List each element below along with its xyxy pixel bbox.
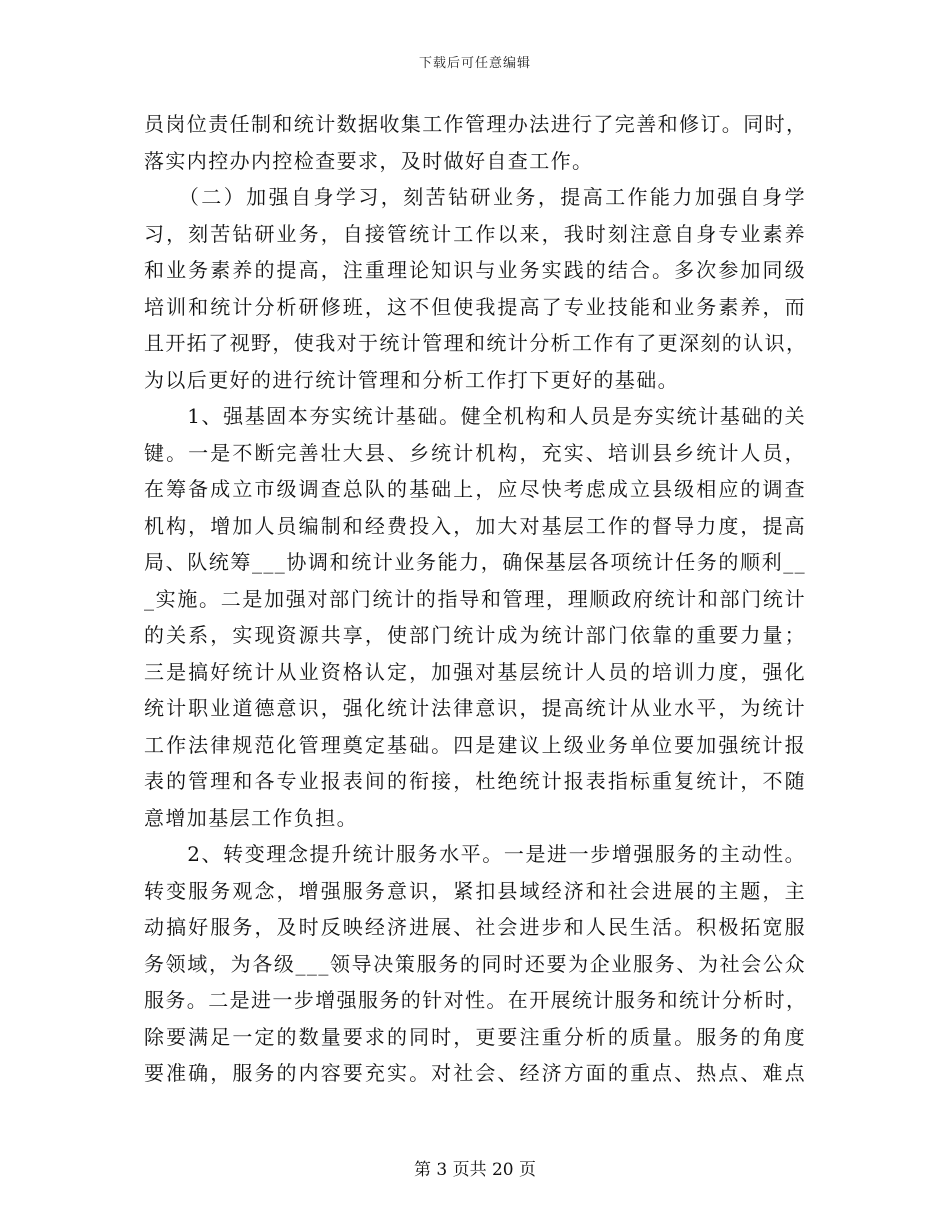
text-line: 和业务素养的提高，注重理论知识与业务实践的结合。多次参加同级 xyxy=(144,258,806,282)
text-line: （二）加强自身学习，刻苦钻研业务，提高工作能力加强自身学 xyxy=(144,185,806,209)
text-line: 在筹备成立市级调查总队的基础上，应尽快考虑成立县级相应的调查 xyxy=(144,477,806,501)
text-line: 员岗位责任制和统计数据收集工作管理办法进行了完善和修订。同时， xyxy=(144,112,808,136)
text-line: _实施。二是加强对部门统计的指导和管理，理顺政府统计和部门统计 xyxy=(144,586,806,611)
document-body xyxy=(144,106,806,1092)
text-line: 的关系，实现资源共享，使部门统计成为统计部门依靠的重要力量； xyxy=(144,623,806,647)
text-line: 为以后更好的进行统计管理和分析工作打下更好的基础。 xyxy=(144,367,679,392)
text-line: 工作法律规范化管理奠定基础。四是建议上级业务单位要加强统计报 xyxy=(144,732,806,757)
text-line: 统计职业道德意识，强化统计法律意识，提高统计从业水平，为统计 xyxy=(144,696,806,720)
page-number-footer: 第 3 页共 20 页 xyxy=(413,1160,537,1180)
text-line: 表的管理和各专业报表间的衔接，杜绝统计报表指标重复统计，不随 xyxy=(144,769,806,793)
text-line: 键。一是不断完善壮大县、乡统计机构，充实、培训县乡统计人员， xyxy=(144,440,806,465)
text-line: 局、队统筹___协调和统计业务能力，确保基层各项统计任务的顺利__ xyxy=(144,550,806,574)
text-line: 且开拓了视野，使我对于统计管理和统计分析工作有了更深刻的认识， xyxy=(144,331,808,355)
text-line: 要准确，服务的内容要充实。对社会、经济方面的重点、热点、难点 xyxy=(144,1061,806,1085)
text-line: 习，刻苦钻研业务，自接管统计工作以来，我时刻注意自身专业素养 xyxy=(144,221,806,246)
text-line: 服务。二是进一步增强服务的针对性。在开展统计服务和统计分析时， xyxy=(144,988,808,1012)
text-line: 动搞好服务，及时反映经济进展、社会进步和人民生活。积极拓宽服 xyxy=(144,915,806,939)
text-line: 1、强基固本夯实统计基础。健全机构和人员是夯实统计基础的关 xyxy=(144,404,806,428)
text-line: 2、转变理念提升统计服务水平。一是进一步增强服务的主动性。 xyxy=(144,842,806,866)
text-line: 除要满足一定的数量要求的同时，更要注重分析的质量。服务的角度 xyxy=(144,1024,806,1049)
text-line: 培训和统计分析研修班，这不但使我提高了专业技能和业务素养，而 xyxy=(144,294,806,319)
text-line: 转变服务观念，增强服务意识，紧扣县域经济和社会进展的主题，主 xyxy=(144,878,806,903)
text-line: 机构，增加人员编制和经费投入，加大对基层工作的督导力度，提高 xyxy=(144,513,806,538)
text-line: 三是搞好统计从业资格认定，加强对基层统计人员的培训力度，强化 xyxy=(144,659,806,684)
text-line: 意增加基层工作负担。 xyxy=(144,805,358,830)
text-line: 务领域，为各级___领导决策服务的同时还要为企业服务、为社会公众 xyxy=(144,951,806,976)
text-line: 落实内控办内控检查要求，及时做好自查工作。 xyxy=(144,148,594,173)
page-header: 下载后可任意编辑 xyxy=(418,56,531,71)
